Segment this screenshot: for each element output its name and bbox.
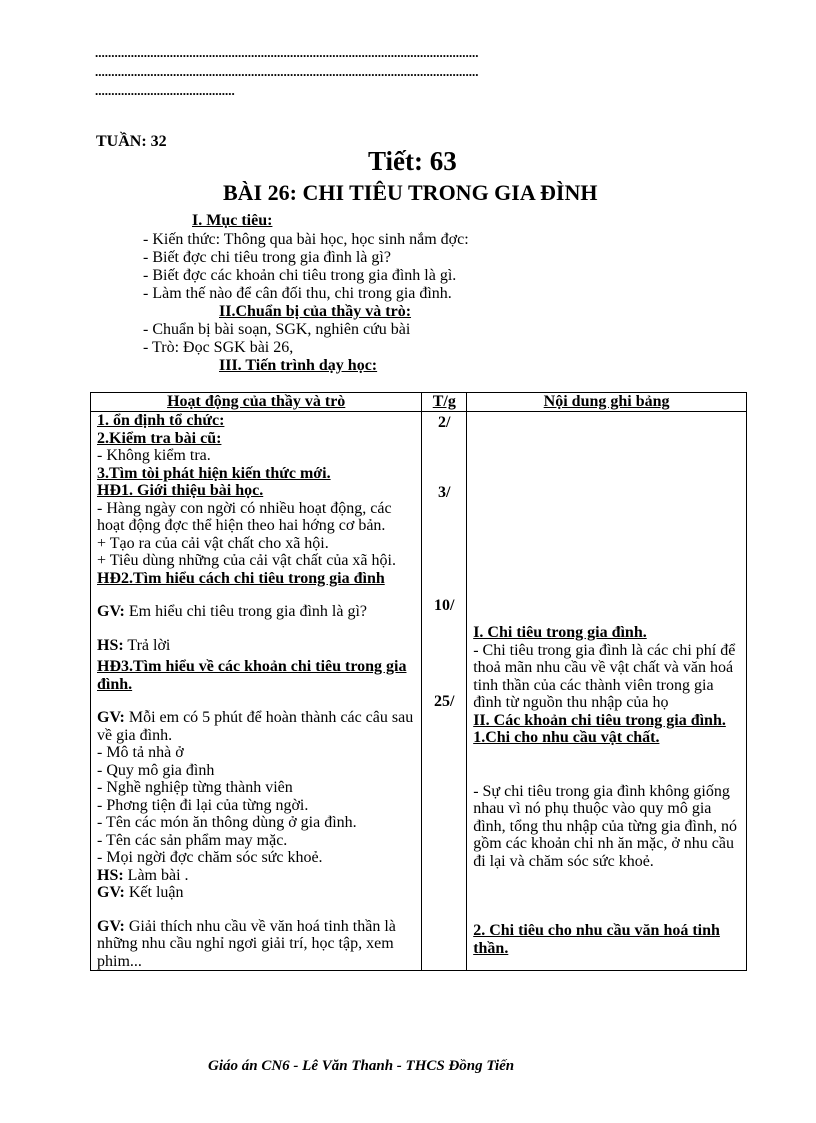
activity-line: - Phơng tiện đi lại của từng ngời. bbox=[97, 796, 309, 814]
preparation-item: - Trò: Đọc SGK bài 26, bbox=[143, 339, 294, 356]
dotted-line-2: ...................................................................................................................... bbox=[95, 64, 479, 79]
role-label: GV: bbox=[97, 709, 125, 726]
activity-line: - Mô tả nhà ở bbox=[97, 744, 184, 761]
header-board-content: Nội dung ghi bảng bbox=[467, 393, 747, 412]
activity-line bbox=[97, 884, 415, 902]
period-title: Tiết: 63 bbox=[368, 146, 457, 176]
activity-text: Trả lời bbox=[123, 636, 171, 654]
role-label: GV: bbox=[97, 884, 125, 901]
activity-line: - Nghề nghiệp từng thành viên bbox=[97, 779, 293, 796]
role-label: GV: bbox=[97, 603, 125, 620]
time-value: 10/ bbox=[434, 597, 455, 614]
time-value: 2/ bbox=[438, 414, 451, 431]
board-content-column bbox=[467, 412, 747, 971]
time-value: 3/ bbox=[438, 483, 451, 501]
content-line: II. Các khoản chi tiêu trong gia đình. bbox=[473, 711, 726, 729]
dotted-line-3: ........................................... bbox=[95, 83, 235, 98]
content-line: 2. Chi tiêu cho nhu cầu văn hoá tinh thần. bbox=[473, 922, 720, 957]
activity-line: - Tên các món ăn thông dùng ở gia đình. bbox=[97, 814, 357, 831]
activity-line: - Mọi ngời đợc chăm sóc sức khoẻ. bbox=[97, 849, 323, 866]
activity-text: Em hiểu chi tiêu trong gia đình là gì? bbox=[124, 603, 368, 620]
preparation-item: - Chuẩn bị bài soạn, SGK, nghiên cứu bài bbox=[143, 321, 411, 338]
activity-line bbox=[97, 867, 415, 885]
content-line: I. Chi tiêu trong gia đình. bbox=[473, 624, 647, 641]
activity-line: - Hàng ngày con ngời có nhiều hoạt động, các hoạt động đợc thể hiện theo hai hớng cơ bản. bbox=[97, 499, 392, 534]
week-label: TUẦN: 32 bbox=[96, 133, 167, 150]
activity-line: 3.Tìm tòi phát hiện kiến thức mới. bbox=[97, 464, 331, 482]
objectives-heading: I. Mục tiêu: bbox=[192, 212, 273, 229]
activity-text: Kết luận bbox=[124, 884, 184, 901]
content-line: - Sự chi tiêu trong gia đình không giống nhau vì nó phụ thuộc vào quy mô gia đình, tổng thu nhập của từng gia đình, nó gồm các khoản chi nh ăn mặc, ở nhu cầu đi lại và chăm sóc sức khoẻ. bbox=[473, 782, 737, 870]
activity-line bbox=[97, 637, 415, 655]
preparation-heading: II.Chuẩn bị của thầy và trò: bbox=[219, 303, 412, 320]
footer-signature: Giáo án CN6 - Lê Văn Thanh - THCS Đồng Tiến bbox=[208, 1058, 515, 1074]
content-line: 1.Chi cho nhu cầu vật chất. bbox=[473, 729, 660, 746]
activity-text: Mỗi em có 5 phút để hoàn thành các câu sau về gia đình. bbox=[97, 709, 414, 744]
activity-line: HĐ1. Giới thiệu bài học. bbox=[97, 482, 264, 499]
activity-line: HĐ2.Tìm hiểu cách chi tiêu trong gia đình bbox=[97, 569, 385, 587]
role-label: GV: bbox=[97, 917, 125, 935]
time-column bbox=[422, 412, 467, 971]
process-heading: III. Tiến trình dạy học: bbox=[219, 357, 378, 374]
activity-line bbox=[97, 918, 415, 971]
objective-item: - Kiến thức: Thông qua bài học, học sinh nắm đợc: bbox=[143, 231, 469, 248]
table-header-row bbox=[91, 393, 747, 412]
objective-item: - Biết đợc chi tiêu trong gia đình là gì? bbox=[143, 249, 391, 266]
activity-line: 1. ổn định tổ chức: bbox=[97, 412, 225, 429]
lesson-plan-table bbox=[90, 392, 747, 971]
header-time: T/g bbox=[422, 393, 467, 412]
activity-line: HĐ3.Tìm hiểu về các khoản chi tiêu trong gia đình. bbox=[97, 658, 407, 693]
objective-item: - Làm thế nào để cân đối thu, chi trong gia đình. bbox=[143, 285, 452, 302]
activity-line: - Không kiểm tra. bbox=[97, 447, 211, 464]
activity-text: Giải thích nhu cầu về văn hoá tinh thần là những nhu cầu nghỉ ngơi giải trí, học tập, xem phim... bbox=[97, 917, 396, 970]
activity-line bbox=[97, 709, 415, 744]
content-line: - Chi tiêu trong gia đình là các chi phí để thoả mãn nhu cầu về vật chất và văn hoá tinh thần của các thành viên trong gia đình từ nguồn thu nhập của họ bbox=[473, 641, 736, 711]
activity-line: + Tiêu dùng những của cải vật chất của xã hội. bbox=[97, 552, 396, 569]
activity-text: Làm bài . bbox=[123, 866, 189, 884]
objective-item: - Biết đợc các khoản chi tiêu trong gia đình là gì. bbox=[143, 267, 457, 284]
activity-line: - Tên các sản phẩm may mặc. bbox=[97, 831, 288, 849]
role-label: HS: bbox=[97, 866, 124, 884]
activity-line bbox=[97, 603, 415, 621]
dotted-line-1: ...................................................................................................................... bbox=[95, 45, 479, 60]
time-value: 25/ bbox=[434, 692, 455, 710]
activity-line: + Tạo ra của cải vật chất cho xã hội. bbox=[97, 534, 329, 552]
table-body-row bbox=[91, 412, 747, 971]
lesson-title: BÀI 26: CHI TIÊU TRONG GIA ĐÌNH bbox=[223, 180, 598, 205]
header-activity: Hoạt động của thầy và trò bbox=[91, 393, 422, 412]
activity-line: 2.Kiểm tra bài cũ: bbox=[97, 429, 222, 447]
activity-column bbox=[91, 412, 422, 971]
activity-line: - Quy mô gia đình bbox=[97, 761, 215, 779]
role-label: HS: bbox=[97, 636, 124, 654]
